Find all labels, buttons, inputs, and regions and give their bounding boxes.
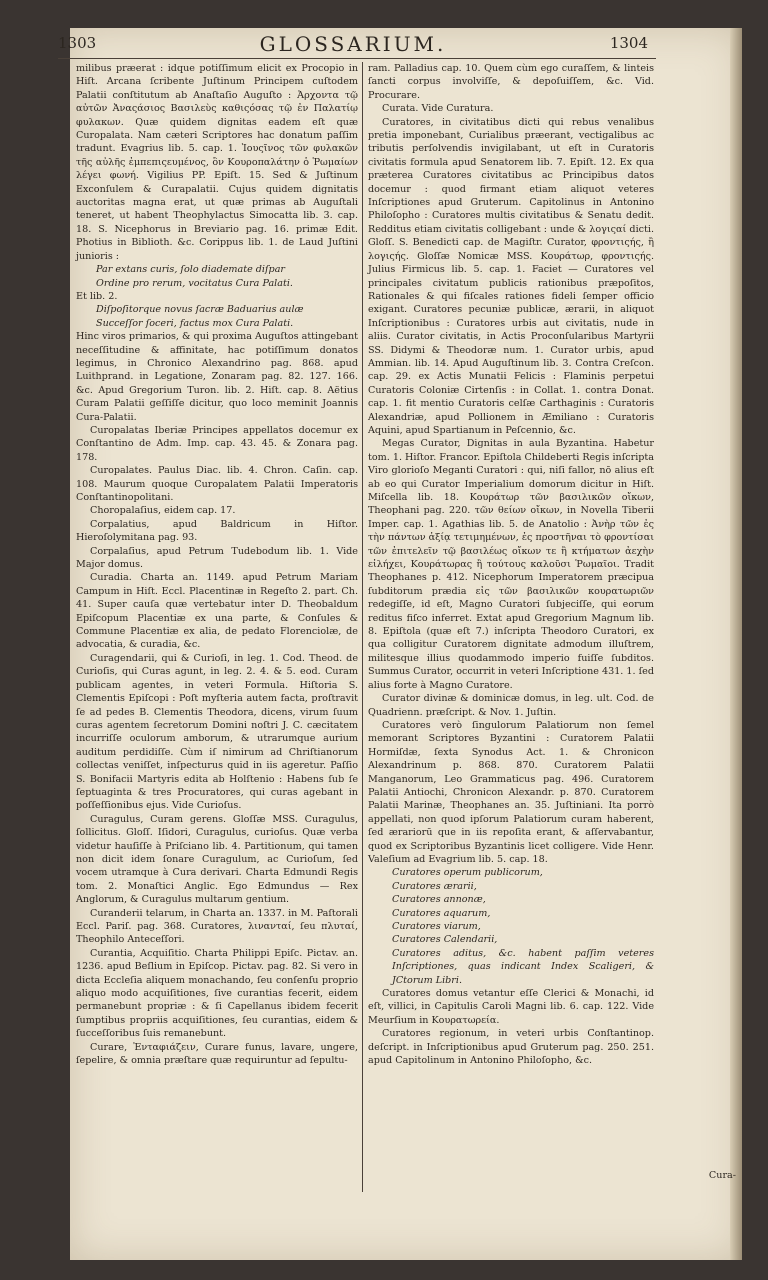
left-column-paragraph: Et lib. 2. xyxy=(76,290,118,302)
left-column-paragraph: Curagulus, Curam gerens. Gloſſæ MSS. Curagulus, ſollicitus. Gloſſ. Iſidori, Curagulus, curioſus. Quæ verba videtur hauſiſſe à Priſciano lib. 4. Partitionum, qui tamen non dicit idem ſonare Curagulum, ac Curioſum, ſed vocem utramque à Cura derivari. Charta Edmundi Regis tom. 2. Monaſtici Anglic. Ego Edmundus — Rex Anglorum, & Curagulus multarum gentium. xyxy=(76,813,358,906)
left-column-paragraph: Par extans curis, ſolo diademate diſpar xyxy=(96,264,285,276)
right-column xyxy=(368,62,654,1067)
book-spine-shadow xyxy=(730,28,742,1260)
left-column-paragraph: Curadia. Charta an. 1149. apud Petrum Mariam Campum in Hiſt. Eccl. Placentinæ in Regeſto 2. part. Ch. 41. Super cauſa quæ vertebatur inter D. Theobaldum Epiſcopum Placentiæ ex una parte, & Conſules & Commune Placentiæ ex alia, de pedato Florenciolæ, de advocatia, & curadia, &c. xyxy=(76,572,358,651)
column-divider xyxy=(362,62,363,1192)
right-column-paragraph: Curatores aditus, &c. habent paſſim veteres Inſcriptiones, quas indicant Index Scaligeri, & JCtorum Libri. xyxy=(392,947,654,986)
left-column-paragraph: Corpalatius, apud Baldricum in Hiſtor. Hieroſolymitana pag. 93. xyxy=(76,518,358,544)
catchword: Cura- xyxy=(708,1170,736,1181)
left-column-paragraph: Choropalaſius, eidem cap. 17. xyxy=(90,505,236,517)
right-column-paragraph: Curatores annonæ, xyxy=(392,894,486,906)
page-title: GLOSSARIUM. xyxy=(259,32,447,56)
left-column-paragraph: Ordine pro rerum, vocitatus Cura Palati. xyxy=(96,277,293,289)
left-column-paragraph: Curagendarii, qui & Curioſi, in leg. 1. Cod. Theod. de Curioſis, qui Curas agunt, in leg. 2. 4. & 5. eod. Curam publicam agentes, in veteri Formula. Hiſtoria S. Clementis Epiſcopi : Poſt myſteria autem facta, proſtravit ſe ad pedes B. Clementis Theodora, dicens, virum ſuum curas agentem ſecretorum Domini noſtri J. C. cæcitatem incurriſſe oculorum amborum, & utrarumque aurium auditum perdidiſſe. Cùm iſ nimirum ad Chriſtianorum collectas veniſſet, inſpecturus quid in iis ageretur. Paſſio S. Bonifacii Martyris edita ab Holſtenio : Habens ſub ſe ſeptuaginta & tres Procuratores, qui curas agebant in poſſeſſionibus ejus. Vide Curioſus. xyxy=(76,652,358,812)
right-column-paragraph: Curatores regionum, in veteri urbis Conſtantinop. deſcript. in Inſcriptionibus apud Gruterum pag. 250. 251. apud Capitolinum in Antonino Philoſopho, &c. xyxy=(368,1028,654,1067)
left-column-paragraph: Curanderii telarum, in Charta an. 1337. in M. Paſtorali Eccl. Pariſ. pag. 368. Curatores, λινανταί, ſeu πλυταί, Theophilo Anteceſſori. xyxy=(76,907,358,946)
right-column-paragraph: Curator divinæ & dominicæ domus, in leg. ult. Cod. de Quadrienn. præſcript. & Nov. 1. Juſtin. xyxy=(368,693,654,718)
right-column-paragraph: Curatores ærarii, xyxy=(392,880,477,892)
page-number-right: 1304 xyxy=(609,34,648,52)
left-column-paragraph: milibus præerat : idque potiſſimum elicit ex Procopio in Hiſt. Arcana ſcribente Juſtinum Principem cuſtodem Palatii conſtitutum ab Anaſtaſio Auguſto : Ἀρχοντα τῷ αὐτῶν Ἀναςάσιος Βασιλεὺς καθιςόσας τῷ ἐν Παλατίῳ φυλακων. Quæ quidem dignitas eadem eſt quæ Curopalata. Nam cæteri Scriptores hac donatum paſſim tradunt. Evagrius lib. 5. cap. 1. Ἰουςῖνος τῶν φυλακῶν τῆς αὐλῆς ἐμπεπιςευμένος, ὃν Κουροπαλάτην ὁ Ῥωμαίων λέγει φωνή. Vigilius PP. Epiſt. 15. Sed & Juſtinum Exconſulem & Curapalatii. Cujus quidem dignitatis auctoritas magna erat, ut quæ primas ab Auguſtali teneret, ut habent Theophylactus Simocatta lib. 3. cap. 18. S. Nicephorus in Breviario pag. 16. primæ Edit. Photius in Biblioth. &c. Corippus lib. 1. de Laud Juſtini junioris : xyxy=(76,63,358,262)
left-column-paragraph: Curopalatas Iberiæ Principes appellatos docemur ex Conſtantino de Adm. Imp. cap. 43. 45. & Zonara pag. 178. xyxy=(76,424,358,463)
right-column-paragraph: Curatores aquarum, xyxy=(392,907,491,919)
left-column xyxy=(76,62,358,1067)
right-column-paragraph: Curata. Vide Curatura. xyxy=(382,103,494,115)
right-column-paragraph: Megas Curator, Dignitas in aula Byzantina. Habetur tom. 1. Hiſtor. Francor. Epiſtola Childeberti Regis inſcripta Viro glorioſo Meganti Curatori : qui, niſi fallor, nō alius eſt ab eo qui Curator Imperialium domorum dicitur in Hiſt. Miſcella lib. 18. Κουράτωρ τῶν βασιλικῶν οἴκων, Theophani pag. 220. τῶν θείων οἴκων, in Novella Tiberii Imper. cap. 1. Agathias lib. 5. de Anatolio : Ἀνὴρ τῶν ἐς τὴν πάντων ἀξίᾳ τετιμημένων, ἐς προστῆναι τὸ φροντίσαι τῶν ἐπιτελεῖν τῷ βασιλέως οἴκων τε ἢ κτήματων ἀεχὴν εἰλήχει, Κουράτωρας ἢ τούτους καλοῦσι Ῥωμαῖοι. Tradit Theophanes p. 412. Nicephorum Imperatorem præcipua ſubditorum prædia εἰς τῶν βασιλικῶν κουρατωριῶν redegiſſe, id eſt, Magno Curatori ſubjeciſſe, qui eorum reditus fiſco inferret. Extat apud Gregorium Magnum lib. 8. Epiſtola (quæ eſt 7.) inſcripta Theodoro Curatori, ex qua colligitur Curatorem dignitate admodum illuſtrem, militesque illius quodammodo imperio fuiſſe ſubditos. Summus Curator, occurrit in veteri Inſcriptione 431. 1. ſed alius forte à Magno Curatore. xyxy=(368,438,654,691)
left-column-paragraph: Curantia, Acquiſitio. Charta Philippi Epiſc. Pictav. an. 1236. apud Beſlium in Epiſcop. Pictav. pag. 82. Si vero in dicta Eccleſia aliquem monachando, ſeu conſenſu proprio aliquo modo acquiſitiones, ſive curantias fecerit, eidem permanebunt propriæ : & ſi Capellanus ibidem fecerit ſumptibus propriis acquiſitiones, ſeu curantias, eidem & ſucceſſoribus ſuis remanebunt. xyxy=(76,947,358,1040)
right-column-paragraph: Curatores verò ſingulorum Palatiorum non ſemel memorant Scriptores Byzantini : Curatorem Palatii Hormiſdæ, ſexta Synodus Act. 1. & Chronicon Alexandrinum p. 868. 870. Curatorem Palatii Manganorum, Leo Grammaticus pag. 496. Curatorem Palatii Antiochi, Chronicon Alexandr. p. 870. Curatorem Palatii Marinæ, Theophanes an. 35. Juſtiniani. Ita porrò appellati, non quod ipſorum Palatiorum curam haberent, ſed ærariorū que in iis repoſita erant, & aſſervabantur, quod ex Scriptoribus Byzantinis licet colligere. Vide Henr. Valeſium ad Evagrium lib. 5. cap. 18. xyxy=(368,719,654,865)
left-column-paragraph: Succeſſor ſoceri, factus mox Cura Palati. xyxy=(96,317,294,329)
page-number-left: 1303 xyxy=(58,34,97,52)
left-column-paragraph: Diſpoſitorque novus ſacræ Baduarius aulæ xyxy=(96,304,304,316)
left-column-paragraph: Hinc viros primarios, & qui proxima Auguſtos attingebant neceſſitudine & affinitate, hac potiſſimum donatos legimus, in Chronico Alexandrino pag. 868. apud Luithprand. in Legatione, Zonaram pag. 82. 127. 166. &c. Apud Gregorium Turon. lib. 2. Hiſt. cap. 8. Aëtius Curam Palatii geſſiſſe dicitur, quo loco meminit Joannis Cura-Palatii. xyxy=(76,331,358,423)
right-column-paragraph: Curatores, in civitatibus dicti qui rebus venalibus pretia imponebant, Curialibus præerant, vectigalibus ac tributis perſolvendis invigilabant, ut eſt in Curatoris civitatis formula apud Senatorem lib. 7. Epiſt. 12. Ex qua præterea Curatores civitatibus ac Principibus datos docemur : quod firmant etiam aliquot veteres Inſcriptiones apud Gruterum. Capitolinus in Antonino Philoſopho : Curatores multis civitatibus & Senatu dedit. Redditus etiam civitatis colligebant : unde & λογιςαί dicti. Gloſſ. S. Benedicti cap. de Magiſtr. Curator, φροντιςής, ἢ λογιςής. Gloſſæ Nomicæ MSS. Κουράτωρ, φροντιςής. Julius Firmicus lib. 5. cap. 1. Faciet — Curatores vel principales civitatum publicis rationibus præpoſitos, Rationales & qui fiſcales rationes fideli ſemper officio exigant. Curatores pecuniæ publicæ, ærarii, in aliquot Inſcriptionibus : Curatores urbis aut civitatis, nude in aliis. Curator civitatis, in Actis Proconſularibus Martyrii SS. Didymi & Theodoræ num. 1. Curator urbis, apud Ammian. lib. 14. Apud Auguſtinum lib. 3. Contra Creſcon. cap. 29. ex Actis Munatii Felicis : Flaminis perpetui Curatoris Coloniæ Cirtenſis : in Collat. 1. contra Donat. cap. 1. fit mentio Curatoris celſæ Carthaginis : Curatoris Alexandriæ, apud Pollionem in Æmiliano : Curatoris Aquini, apud Spartianum in Peſcennio, &c. xyxy=(368,116,654,436)
right-column-paragraph: ram. Palladius cap. 10. Quem cùm ego curaſſem, & linteis ſancti corpus involviſſe, & depoſuiſſem, &c. Vid. Procurare. xyxy=(368,63,654,101)
right-column-paragraph: Curatores operum publicorum, xyxy=(392,867,543,879)
left-column-paragraph: Corpalaſius, apud Petrum Tudebodum lib. 1. Vide Major domus. xyxy=(76,545,358,571)
left-column-paragraph: Curopalates. Paulus Diac. lib. 4. Chron. Caſin. cap. 108. Maurum quoque Curopalatem Palatii Imperatoris Conſtantinopolitani. xyxy=(76,465,358,503)
right-column-paragraph: Curatores domus vetantur eſſe Clerici & Monachi, id eſt, villici, in Capitulis Caroli Magni lib. 6. cap. 122. Vide Meurſium in Κουρατωρεία. xyxy=(368,988,654,1026)
left-column-paragraph: Curare, Ἐνταφιάζειν, Curare funus, lavare, ungere, ſepelire, & omnia præſtare quæ requiruntur ad ſepultu- xyxy=(76,1041,358,1067)
right-column-paragraph: Curatores Calendarii, xyxy=(392,934,498,946)
running-header xyxy=(58,32,648,58)
right-column-paragraph: Curatores viarum, xyxy=(392,921,481,932)
header-rule xyxy=(58,58,656,59)
